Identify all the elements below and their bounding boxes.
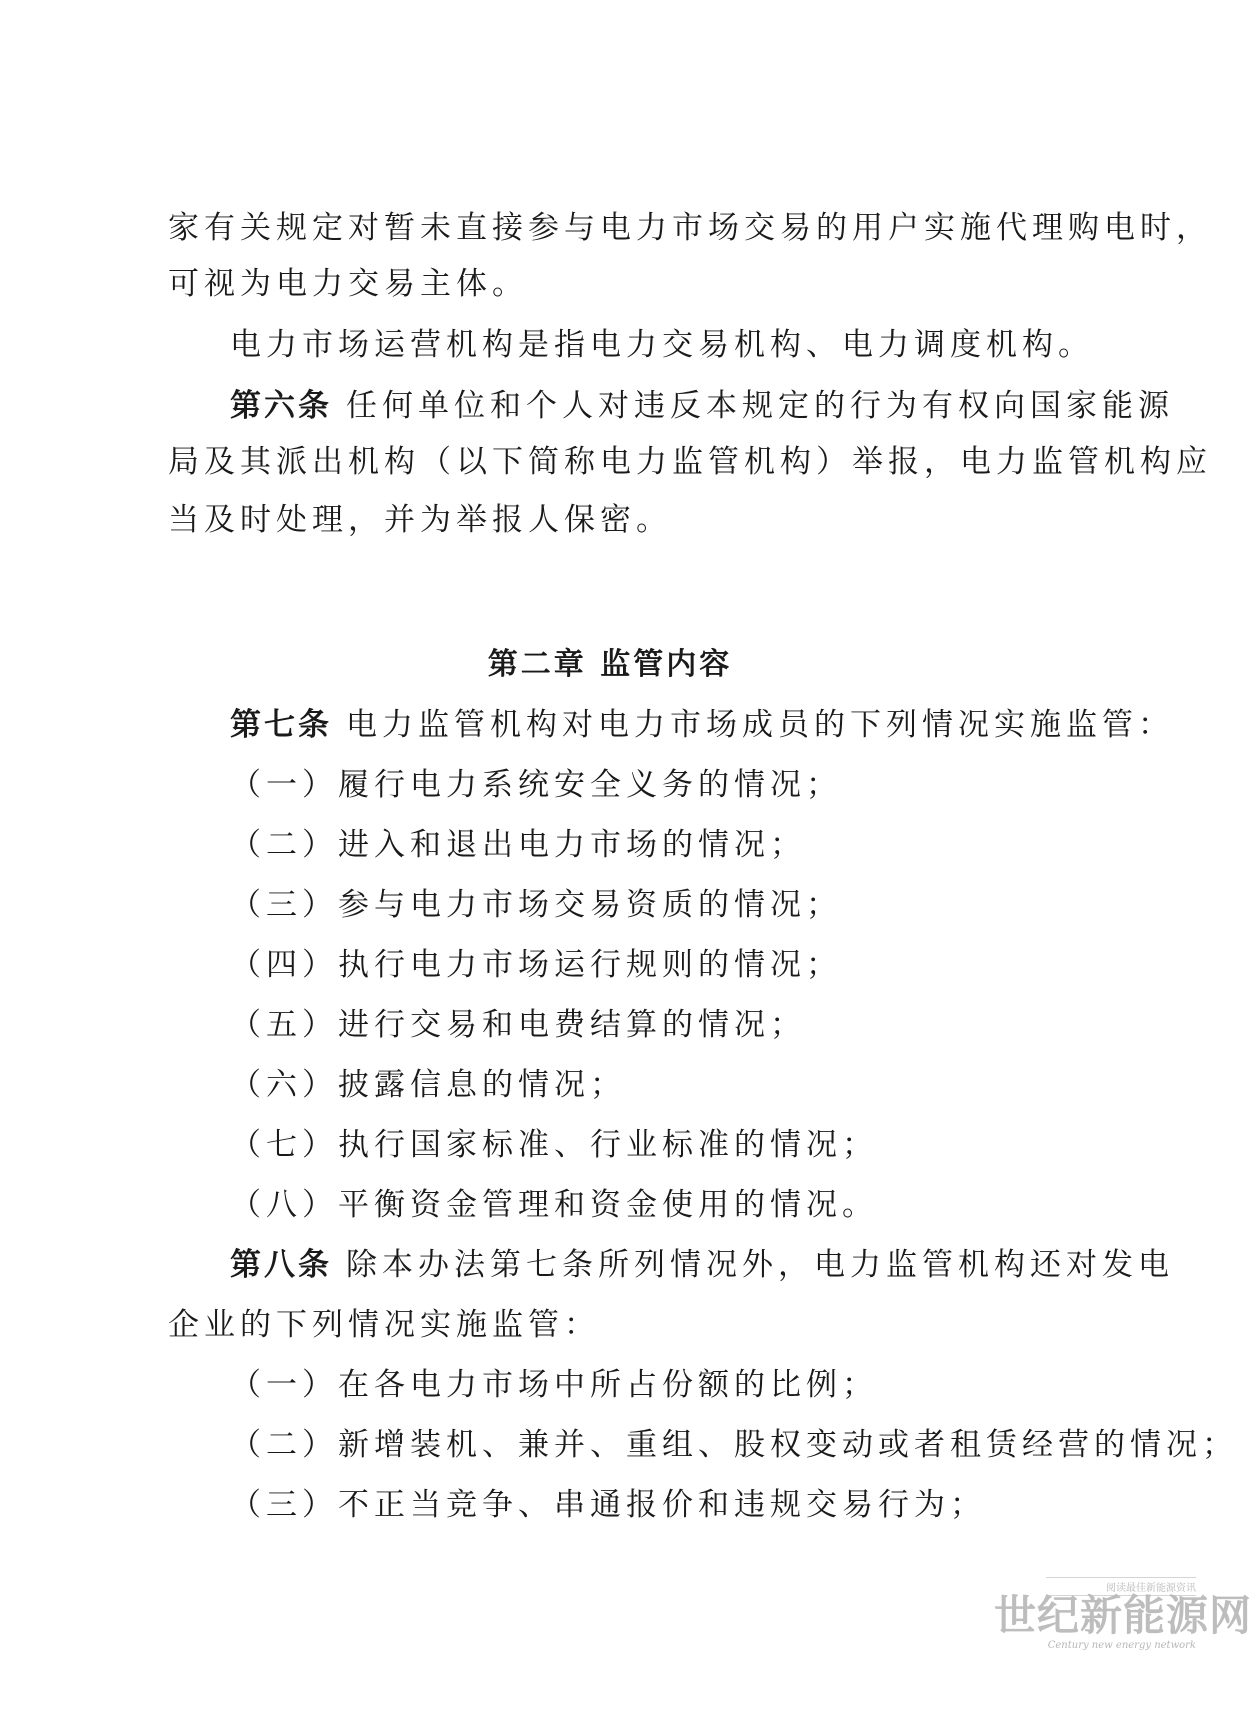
list-item: （八）平衡资金管理和资金使用的情况。 [230,1187,878,1223]
watermark-logo: 世纪新能源网 [994,1591,1252,1640]
article-8-text: 除本办法第七条所列情况外，电力监管机构还对发电 [346,1247,1174,1283]
list-item: （六）披露信息的情况； [230,1067,626,1103]
article-7-line [230,705,1174,745]
watermark-subtitle: Century new energy network [1047,1640,1196,1651]
article-6-label: 第六条 [230,388,332,424]
list-item: （一）履行电力系统安全义务的情况； [230,767,842,803]
list-item: （二）新增装机、兼并、重组、股权变动或者租赁经营的情况； [230,1427,1238,1463]
list-item: （三）不正当竞争、串通报价和违规交易行为； [230,1487,986,1523]
paragraph-line: 可视为电力交易主体。 [168,266,528,302]
article-8-label: 第八条 [230,1247,332,1283]
list-item: （一）在各电力市场中所占份额的比例； [230,1367,878,1403]
watermark-caption: 阅读最佳新能源资讯 [1046,1577,1196,1596]
article-7-text: 电力监管机构对电力市场成员的下列情况实施监管： [346,707,1174,743]
paragraph-line: 家有关规定对暂未直接参与电力市场交易的用户实施代理购电时， [168,210,1212,246]
list-item: （五）进行交易和电费结算的情况； [230,1007,806,1043]
list-item: （三）参与电力市场交易资质的情况； [230,887,842,923]
article-6-text: 任何单位和个人对违反本规定的行为有权向国家能源 [346,388,1174,424]
article-7-label: 第七条 [230,707,332,743]
paragraph-line: 企业的下列情况实施监管： [168,1307,600,1343]
chapter-title: 第二章 监管内容 [487,647,733,682]
list-item: （二）进入和退出电力市场的情况； [230,827,806,863]
paragraph-line: 电力市场运营机构是指电力交易机构、电力调度机构。 [230,327,1094,363]
paragraph-line: 局及其派出机构（以下简称电力监管机构）举报，电力监管机构应 [168,444,1212,480]
list-item: （四）执行电力市场运行规则的情况； [230,947,842,983]
list-item: （七）执行国家标准、行业标准的情况； [230,1127,878,1163]
article-8-line [230,1245,1174,1285]
article-6-line [230,386,1174,426]
paragraph-line: 当及时处理，并为举报人保密。 [168,502,672,538]
